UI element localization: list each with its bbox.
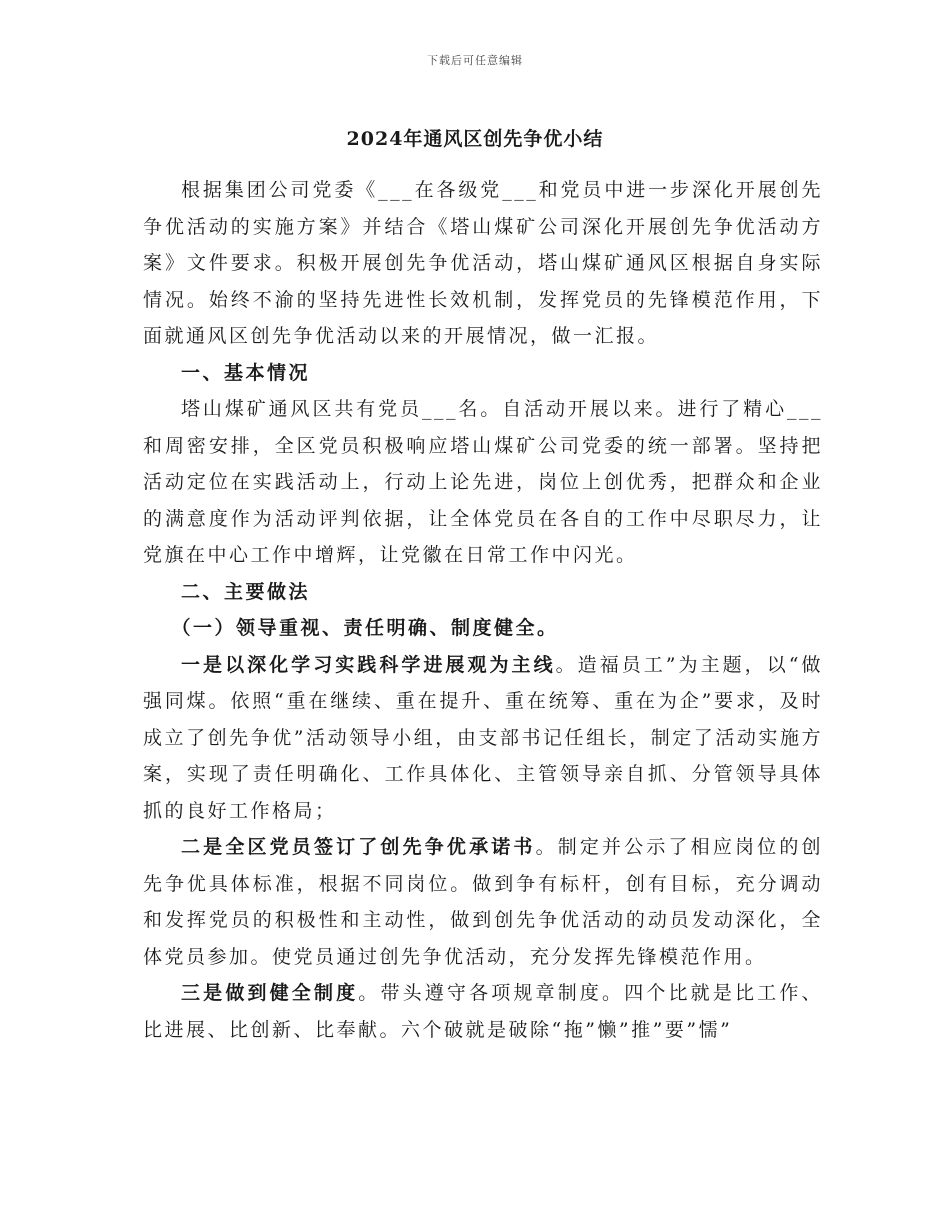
page-header-note: 下载后可任意编辑 <box>427 54 523 67</box>
item-two-lead: 二是全区党员签订了创先争优承诺书 <box>181 836 536 858</box>
item-three-paragraph <box>143 975 823 1048</box>
item-two-body: 。制定并公示了相应岗位的创先争优具体标准，根据不同岗位。做到争有标杆，创有目标，充分调动和发挥党员的积极性和主动性，做到创先争优活动的动员发动深化，全体党员参加。使党员通过创先争优活动，充分发挥先锋模范作用。 <box>143 836 823 968</box>
item-one-paragraph <box>143 647 823 830</box>
item-one-lead: 一是以深化学习实践科学进展观为主线 <box>181 653 556 676</box>
item-one-body: 。造福员工”为主题，以“做强同煤。依照“重在继续、重在提升、重在统筹、重在为企”要求，及时成立了创先争优”活动领导小组，由支部书记任组长，制定了活动实施方案，实现了责任明确化、工作具体化、主管领导亲自抓、分管领导具体抓的良好工作格局； <box>143 653 823 822</box>
item-three-lead: 三是做到健全制度 <box>181 982 359 1004</box>
item-two-paragraph <box>143 829 823 975</box>
section-heading-basic: 一、基本情况 <box>181 361 311 384</box>
document-title: 2024年通风区创先争优小结 <box>346 128 604 150</box>
item-three-body: 。带头遵守各项规章制度。四个比就是比工作、比进展、比创新、比奉献。六个破就是破除“拖”懒”推”要”懦” <box>143 982 823 1041</box>
document-body <box>143 172 823 1048</box>
section-heading-methods: 二、主要做法 <box>181 580 311 603</box>
section-basic-paragraph: 塔山煤矿通风区共有党员___名。自活动开展以来。进行了精心___和周密安排，全区党员积极响应塔山煤矿公司党委的统一部署。坚持把活动定位在实践活动上，行动上论先进，岗位上创优秀，把群众和企业的满意度作为活动评判依据，让全体党员在各自的工作中尽职尽力，让党旗在中心工作中增辉，让党徽在日常工作中闪光。 <box>143 398 823 566</box>
subsection-heading-leadership: （一）领导重视、责任明确、制度健全。 <box>171 617 559 639</box>
intro-paragraph: 根据集团公司党委《___在各级党___和党员中进一步深化开展创先争优活动的实施方案》并结合《塔山煤矿公司深化开展创先争优活动方案》文件要求。积极开展创先争优活动，塔山煤矿通风区根据自身实际情况。始终不渝的坚持先进性长效机制，发挥党员的先锋模范作用，下面就通风区创先争优活动以来的开展情况，做一汇报。 <box>143 179 823 347</box>
